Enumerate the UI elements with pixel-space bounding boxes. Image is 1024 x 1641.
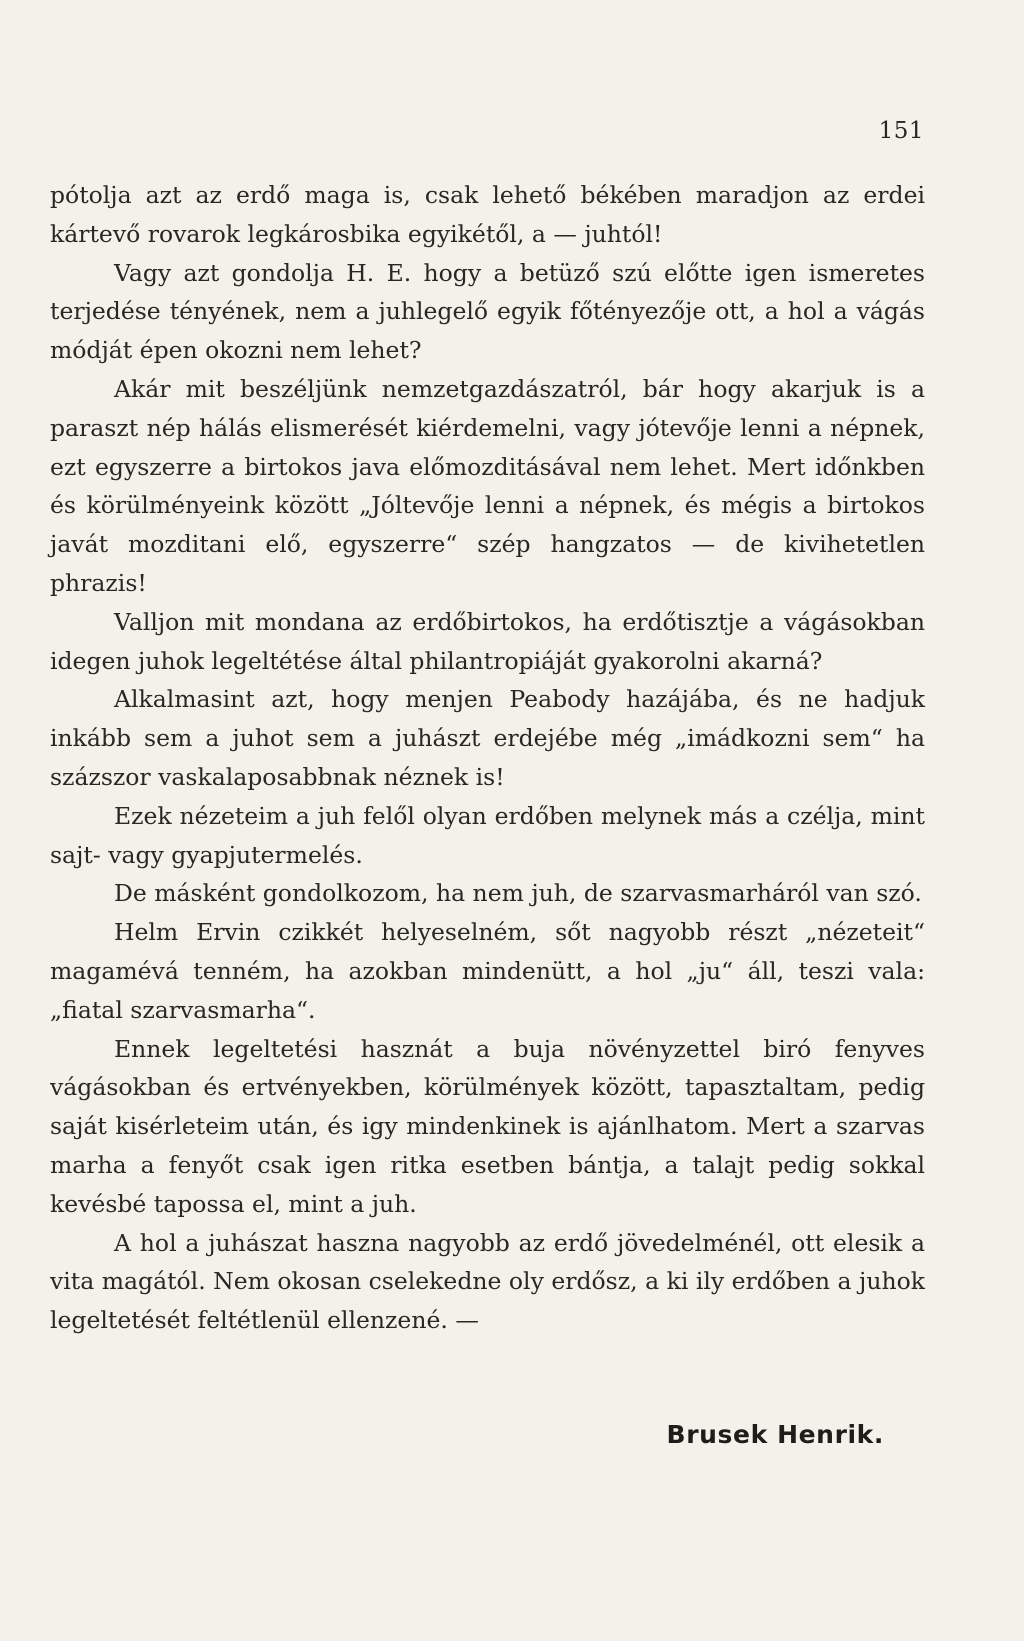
article-body xyxy=(50,176,925,1340)
author-signature: Brusek Henrik. xyxy=(666,1420,884,1449)
paragraph: Ezek nézeteim a juh felől olyan erdőben melynek más a czélja, mint sajt- vagy gyapjutermelés. xyxy=(50,801,925,869)
paragraph: A hol a juhászat haszna nagyobb az erdő jövedelménél, ott elesik a vita magától. Nem okosan cselekedne oly erdősz, a ki ily erdőben a juhok legeltetését feltétlenül ellenzené. — xyxy=(50,1228,925,1335)
paragraph: Alkalmasint azt, hogy menjen Peabody hazájába, és ne hadjuk inkább sem a juhot sem a juhászt erdejébe még „imádkozni sem“ ha százszor vaskalaposabbnak néznek is! xyxy=(50,685,925,791)
paragraph: Helm Ervin czikkét helyeselném, sőt nagyobb részt „nézeteit“ magamévá tenném, ha azokban mindenütt, a hol „ju“ áll, teszi vala: „fiatal szarvasmarha“. xyxy=(50,918,925,1024)
paragraph: Valljon mit mondana az erdőbirtokos, ha erdőtisztje a vágásokban idegen juhok legeltétése által philantropiáját gyakorolni akarná? xyxy=(50,607,925,675)
paragraph: De másként gondolkozom, ha nem juh, de szarvasmarháról van szó. xyxy=(114,879,922,908)
paragraph: pótolja azt az erdő maga is, csak lehető békében maradjon az erdei kártevő rovarok legkárosbika egyikétől, a — juhtól! xyxy=(50,181,925,248)
paragraph: Akár mit beszéljünk nemzetgazdászatról, bár hogy akarjuk is a paraszt nép hálás elismerését kiérdemelni, vagy jótevője lenni a népnek, ezt egyszerre a birtokos java előmozditásával nem lehet. Mert időnkben és körülményeink között „Jóltevője lenni a népnek, és mégis a birtokos javát mozditani elő, egyszerre“ szép hangzatos — de kivihetetlen phrazis! xyxy=(50,374,925,597)
page-number: 151 xyxy=(878,118,924,144)
paragraph: Vagy azt gondolja H. E. hogy a betüző szú előtte igen ismeretes terjedése tényének, nem a juhlegelő egyik főtényezője ott, a hol a vágás módját épen okozni nem lehet? xyxy=(50,258,925,365)
paragraph: Ennek legeltetési hasznát a buja növényzettel biró fenyves vágásokban és ertvényekben, körülmények között, tapasztaltam, pedig saját kisérleteim után, és igy mindenkinek is ajánlhatom. Mert a szarvas marha a fenyőt csak igen ritka esetben bántja, a talajt pedig sokkal kevésbé tapossa el, mint a juh. xyxy=(50,1034,925,1218)
